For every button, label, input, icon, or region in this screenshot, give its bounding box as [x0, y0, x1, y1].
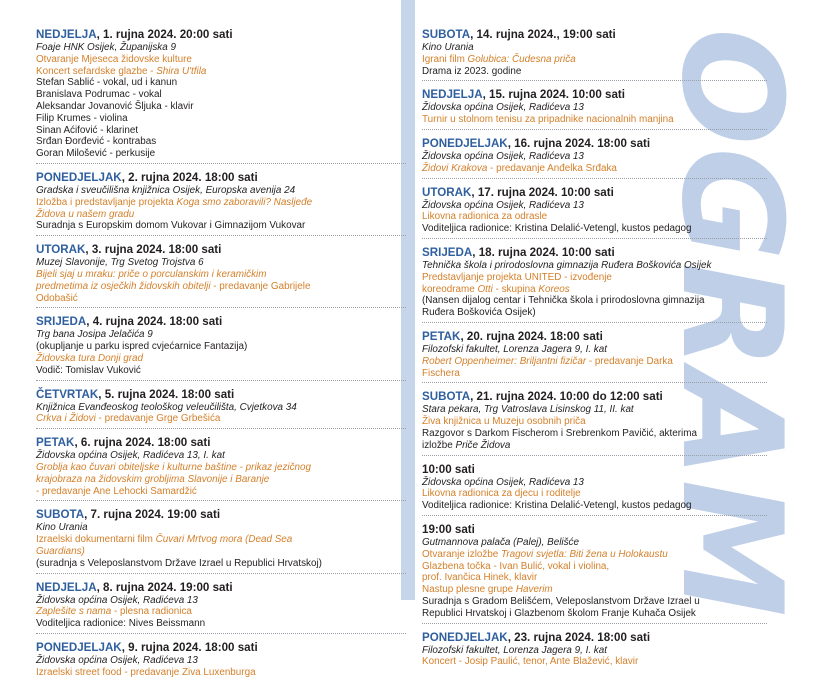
event-detail-fragment: Koga smo zaboravili? Nasljeđe: [176, 196, 313, 208]
event-day: UTORAK: [36, 243, 86, 257]
event-detail-fragment: Koreos: [538, 283, 570, 295]
event-entry: [422, 136, 767, 179]
event-venue: Filozofski fakultet, Lorenza Jagera 9, I. kat: [422, 343, 607, 355]
event-detail-line: Drama iz 2023. godine: [422, 65, 522, 77]
event-date-time: , 17. rujna 2024. 10:00 sati: [471, 185, 614, 199]
event-detail-line: Suradnja s Europskim domom Vukovar i Gimnazijom Vukovar: [36, 220, 306, 232]
event-detail-line: Branislava Podrumac - vokal: [36, 89, 162, 101]
event-detail-line: Likovna radionica za djecu i roditelje: [422, 488, 581, 500]
event-detail-line: [36, 534, 406, 546]
event-detail-line: Likovna radionica za odrasle: [422, 211, 548, 223]
event-detail-line: [422, 163, 767, 175]
event-date-time: , 18. rujna 2024. 10:00 sati: [472, 245, 615, 259]
event-day: SUBOTA: [36, 508, 85, 522]
event-date-time: 10:00 sati: [422, 462, 475, 476]
event-date-time: , 2. rujna 2024. 18:00 sati: [121, 170, 258, 184]
event-heading: [422, 246, 767, 260]
event-detail-fragment: Čuvari Mrtvog mora (Dead Sea: [155, 534, 293, 546]
event-venue: Foaje HNK Osijek, Županijska 9: [36, 42, 176, 53]
event-date-time: 19:00 sati: [422, 522, 475, 536]
event-detail-line: Aleksandar Jovanović Šljuka - klavir: [36, 100, 194, 112]
event-date-time: , 5. rujna 2024. 18:00 sati: [98, 387, 235, 401]
event-day: PETAK: [36, 436, 75, 450]
event-detail-line: Srđan Đorđević - kontrabas: [36, 136, 157, 148]
event-heading: [422, 463, 767, 477]
event-detail-fragment: predmetima iz osječkih židovskih obitelji: [36, 280, 211, 292]
event-day: SRIJEDA: [422, 245, 473, 259]
event-detail-fragment: Koncert sefardske glazbe -: [36, 65, 157, 77]
event-detail-line: Predstavljanje projekta UNITED - izvođenje: [422, 271, 612, 283]
event-detail-line: Otvaranje Mjeseca židovske kulture: [36, 53, 192, 65]
event-detail-line: Živa knjižnica u Muzeju osobnih priča: [422, 416, 586, 428]
event-entry: [36, 0, 406, 164]
event-detail-line: Groblja kao čuvari obiteljske i kulturne baštine - prikaz jezičnog: [36, 461, 311, 473]
event-detail-fragment: - predavanje Gabrijele: [210, 280, 311, 292]
event-heading: [36, 436, 406, 450]
event-entry: [422, 522, 767, 624]
event-day: SUBOTA: [422, 390, 471, 404]
event-entry: [422, 329, 767, 383]
event-detail-line: [422, 584, 767, 596]
event-day: PONEDJELJAK: [36, 170, 122, 184]
event-detail-line: Voditeljica radionice: Kristina Delalić-Vetengl, kustos pedagog: [422, 500, 692, 512]
event-venue: Trg bana Josipa Jelačića 9: [36, 329, 153, 341]
event-detail-line: krajobraza na židovskim grobljima Slavonije i Baranje: [36, 473, 270, 485]
event-entry: [422, 389, 767, 455]
event-detail-line: Fischera: [422, 367, 460, 379]
event-entry: [36, 314, 406, 380]
event-detail-line: [36, 606, 406, 618]
event-venue: Knjižnica Evanđeoskog teološkog veleučilišta, Cvjetkova 34: [36, 401, 297, 413]
event-detail-fragment: Igrani film: [422, 53, 468, 65]
event-venue: Židovska općina Osijek, Radićeva 13, I. kat: [36, 450, 225, 462]
event-day: NEDJELJA: [36, 580, 97, 594]
event-entry: [36, 170, 406, 236]
event-detail-line: (Nansen dijalog centar i Tehnička škola i prirodoslovna gimnazija: [422, 295, 705, 307]
event-detail-fragment: Izraelski dokumentarni film: [36, 534, 156, 546]
event-detail-line: Guardians): [36, 545, 85, 557]
event-detail-fragment: Zaplešite s nama: [36, 606, 112, 618]
event-day: UTORAK: [422, 185, 472, 199]
event-heading: [36, 171, 406, 185]
event-detail-fragment: - plesna radionica: [111, 606, 192, 618]
event-detail-line: Glazbena točka - Ivan Bulić, vokal i violina,: [422, 560, 610, 572]
event-entry: [422, 462, 767, 516]
event-detail-line: (okupljanje u parku ispred cvjećarnice Fantazija): [36, 341, 248, 353]
event-detail-fragment: Otvaranje izložbe: [422, 548, 502, 560]
event-detail-line: Židovska tura Donji grad: [36, 352, 144, 364]
event-detail-line: [422, 356, 767, 368]
event-date-time: , 15. rujna 2024. 10:00 sati: [482, 88, 625, 102]
event-venue: Muzej Slavonije, Trg Svetog Trojstva 6: [36, 257, 204, 269]
event-date-time: , 4. rujna 2024. 18:00 sati: [86, 315, 223, 329]
event-detail-line: Razgovor s Darkom Fischerom i Srebrenkom Pavičić, akterima: [422, 427, 697, 439]
event-heading: [36, 388, 406, 402]
event-heading: [36, 641, 406, 655]
event-detail-line: [422, 549, 767, 561]
event-detail-fragment: Tragovi svjetla: Biti žena u Holokaustu: [501, 548, 668, 560]
event-heading: [422, 28, 767, 42]
event-detail-fragment: Golubica: Čudesna priča: [467, 53, 576, 65]
event-heading: [422, 631, 767, 645]
event-heading: [36, 243, 406, 257]
event-detail-line: Koncert - Josip Paulić, tenor, Ante Blažević, klavir: [422, 656, 639, 668]
event-venue: Filozofski fakultet, Lorenza Jagera 9, I. kat: [422, 644, 607, 656]
event-heading: [36, 508, 406, 522]
event-date-time: , 1. rujna 2024. 20:00 sati: [96, 28, 233, 41]
event-heading: [422, 137, 767, 151]
event-venue: Tehnička škola i prirodoslovna gimnazija Ruđera Boškovića Osijek: [422, 259, 712, 271]
event-venue: Kino Urania: [422, 42, 474, 53]
event-day: ČETVRTAK: [36, 387, 99, 401]
event-venue: Židovska općina Osijek, Radićeva 13: [36, 594, 198, 606]
event-detail-line: Ruđera Boškovića Osijek): [422, 307, 536, 319]
event-entry: [36, 387, 406, 430]
event-date-time: , 23. rujna 2024. 18:00 sati: [507, 630, 651, 644]
event-venue: Židovska općina Osijek, Radićeva 13: [36, 654, 198, 666]
event-venue: Gradska i sveučilišna knjižnica Osijek, Europska avenija 24: [36, 184, 296, 196]
event-entry: [422, 0, 767, 81]
event-detail-line: Sinan Aćifović - klarinet: [36, 124, 139, 136]
event-detail-line: [422, 440, 767, 452]
event-detail-fragment: Robert Oppenheimer: Briljantni fizičar: [422, 355, 587, 367]
event-date-time: , 8. rujna 2024. 19:00 sati: [96, 580, 233, 594]
event-entry: [422, 185, 767, 239]
event-detail-line: Republici Hrvatskoj i Glazbenom školom Franje Kuhača Osijek: [422, 607, 696, 619]
event-heading: [36, 581, 406, 595]
left-column: [36, 0, 406, 687]
event-date-time: , 16. rujna 2024. 18:00 sati: [507, 136, 651, 150]
event-detail-fragment: izložbe: [422, 439, 456, 451]
event-detail-fragment: - skupina: [492, 283, 539, 295]
event-detail-line: Bijeli sjaj u mraku: priče o porculanskim i keramičkim: [36, 268, 267, 280]
event-date-time: , 7. rujna 2024. 19:00 sati: [84, 508, 221, 522]
event-detail-line: [36, 197, 406, 209]
event-detail-fragment: - predavanje Anđelka Srđaka: [487, 162, 617, 174]
event-detail-line: prof. Ivančica Hinek, klavir: [422, 572, 538, 584]
event-detail-line: [422, 54, 767, 66]
event-venue: Židovska općina Osijek, Radićeva 13: [422, 476, 584, 488]
event-detail-fragment: Crkva i Židovi: [36, 413, 96, 425]
event-detail-line: Filip Krumes - violina: [36, 112, 128, 124]
event-day: PONEDJELJAK: [422, 136, 508, 150]
event-entry: [36, 242, 406, 308]
event-day: PONEDJELJAK: [36, 640, 122, 654]
event-entry: [422, 630, 767, 672]
event-date-time: , 6. rujna 2024. 18:00 sati: [74, 436, 211, 450]
event-date-time: , 3. rujna 2024. 18:00 sati: [85, 243, 222, 257]
event-entry: [36, 507, 406, 573]
event-detail-line: Turnir u stolnom tenisu za pripadnike nacionalnih manjina: [422, 114, 674, 126]
event-venue: Stara pekara, Trg Vatroslava Lisinskog 11, II. kat: [422, 404, 634, 416]
event-day: PETAK: [422, 329, 461, 343]
event-detail-fragment: Nastup plesne grupe: [422, 584, 516, 596]
event-day: NEDJELJA: [422, 88, 483, 102]
event-detail-fragment: - predavanje Grge Grbešića: [95, 413, 221, 425]
event-detail-fragment: Izložba i predstavljanje projekta: [36, 196, 177, 208]
event-detail-fragment: Haverim: [515, 584, 553, 596]
event-heading: [422, 330, 767, 344]
event-heading: [422, 390, 767, 404]
event-detail-line: (suradnja s Veleposlanstvom Države Izrael u Republici Hrvatskoj): [36, 557, 322, 569]
event-venue: Gutmannova palača (Palej), Belišće: [422, 536, 579, 548]
event-date-time: , 21. rujna 2024. 10:00 do 12:00 sati: [470, 390, 663, 404]
event-heading: [422, 523, 767, 537]
event-detail-line: Voditeljica radionice: Kristina Delalić-Vetengl, kustos pedagog: [422, 223, 692, 235]
event-heading: [422, 88, 767, 102]
event-entry: [422, 245, 767, 323]
event-date-time: , 9. rujna 2024. 18:00 sati: [121, 640, 258, 654]
watermark-text: OGRAM: [651, 28, 812, 619]
event-venue: Židovska općina Osijek, Radićeva 13: [422, 199, 584, 211]
event-detail-fragment: Židovi Krakova: [422, 162, 488, 174]
event-detail-line: Voditeljica radionice: Nives Beissmann: [36, 618, 206, 630]
event-entry: [36, 435, 406, 501]
event-detail-line: [36, 413, 406, 425]
event-heading: [422, 186, 767, 200]
event-detail-fragment: Shira U'tfila: [156, 65, 207, 77]
event-detail-line: Vodič: Tomislav Vuković: [36, 364, 141, 376]
event-detail-fragment: Otti: [477, 283, 493, 295]
event-heading: [36, 28, 406, 42]
event-detail-line: Izraelski street food - predavanje Ziva Luxenburga: [36, 666, 256, 678]
event-detail-fragment: Priče Židova: [455, 439, 511, 451]
event-entry: [422, 87, 767, 130]
event-venue: Židovska općina Osijek, Radićeva 13: [422, 150, 584, 162]
event-entry: [36, 580, 406, 634]
event-date-time: , 20. rujna 2024. 18:00 sati: [460, 329, 603, 343]
event-detail-fragment: koreodrame: [422, 283, 478, 295]
event-day: SRIJEDA: [36, 315, 87, 329]
event-detail-line: Židova u našem gradu: [36, 208, 135, 220]
event-day: SUBOTA: [422, 28, 471, 41]
event-detail-line: [36, 66, 406, 78]
event-date-time: , 14. rujna 2024., 19:00 sati: [470, 28, 616, 41]
event-detail-line: - predavanje Ane Lehocki Samardžić: [36, 485, 197, 497]
event-detail-line: Goran Milošević - perkusije: [36, 148, 156, 160]
event-detail-line: Stefan Sablić - vokal, ud i kanun: [36, 77, 178, 89]
event-entry: [36, 640, 406, 682]
right-column: [422, 0, 767, 677]
event-day: NEDJELJA: [36, 28, 97, 41]
event-detail-fragment: - predavanje Darka: [586, 355, 673, 367]
event-detail-line: Odobašić: [36, 292, 78, 304]
event-detail-line: [422, 284, 767, 296]
event-venue: Židovska općina Osijek, Radićeva 13: [422, 102, 584, 114]
event-heading: [36, 315, 406, 329]
event-day: PONEDJELJAK: [422, 630, 508, 644]
event-detail-line: Suradnja s Gradom Belišćem, Veleposlanstvom Države Izrael u: [422, 595, 700, 607]
event-venue: Kino Urania: [36, 522, 88, 534]
event-detail-line: [36, 281, 406, 293]
